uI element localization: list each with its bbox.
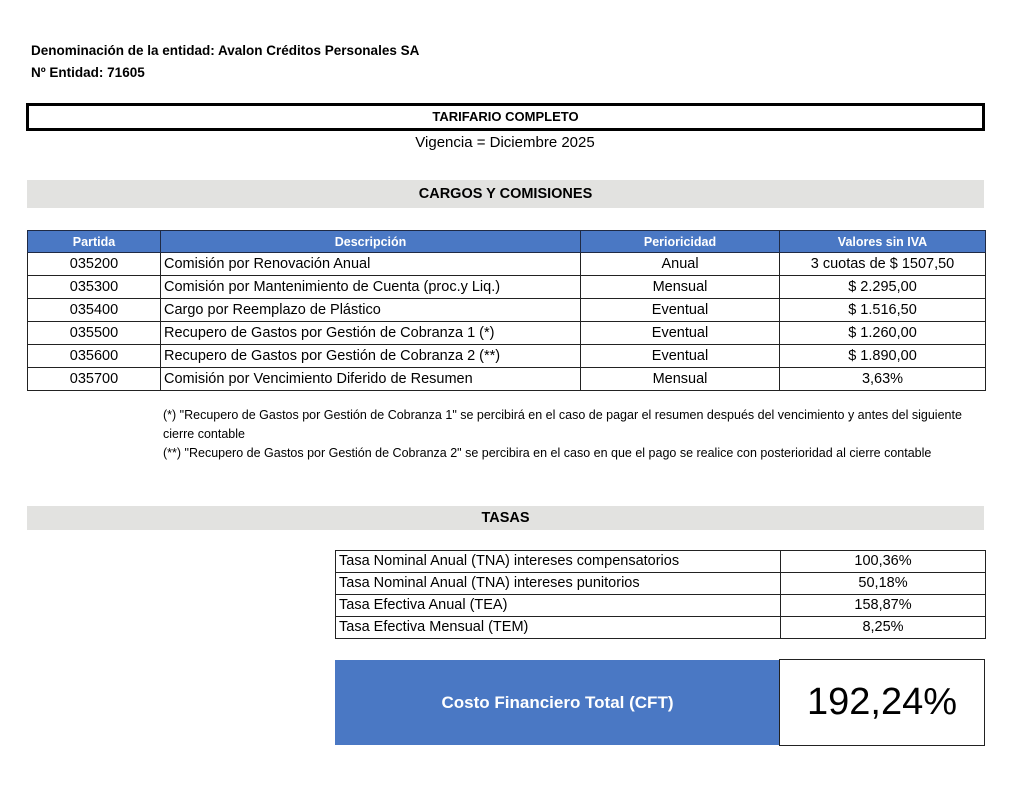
rate-value: 8,25% xyxy=(781,617,986,639)
column-header-valores: Valores sin IVA xyxy=(780,231,986,253)
table-row xyxy=(28,253,986,276)
section-title-cargos: CARGOS Y COMISIONES xyxy=(27,180,984,208)
cft-label: Costo Financiero Total (CFT) xyxy=(335,660,780,745)
cell-partida: 035200 xyxy=(28,253,161,276)
cell-valor: $ 1.890,00 xyxy=(780,345,986,368)
cell-valor: 3 cuotas de $ 1507,50 xyxy=(780,253,986,276)
cell-descripcion: Recupero de Gastos por Gestión de Cobranza 1 (*) xyxy=(161,322,581,345)
cell-partida: 035500 xyxy=(28,322,161,345)
rate-label: Tasa Nominal Anual (TNA) intereses compensatorios xyxy=(336,551,781,573)
table-header-row xyxy=(28,231,986,253)
table-row xyxy=(28,299,986,322)
section-title-tasas: TASAS xyxy=(27,506,984,530)
cell-periodicidad: Eventual xyxy=(581,345,780,368)
cell-periodicidad: Mensual xyxy=(581,276,780,299)
table-row xyxy=(336,551,986,573)
cell-periodicidad: Mensual xyxy=(581,368,780,391)
cell-partida: 035400 xyxy=(28,299,161,322)
cft-value: 192,24% xyxy=(779,659,985,746)
cell-descripcion: Recupero de Gastos por Gestión de Cobranza 2 (**) xyxy=(161,345,581,368)
footnote-1: (*) "Recupero de Gastos por Gestión de Cobranza 1" se percibirá en el caso de pagar el resumen después del vencimiento y antes del siguiente cierre contable xyxy=(163,408,962,441)
cell-descripcion: Comisión por Mantenimiento de Cuenta (proc.y Liq.) xyxy=(161,276,581,299)
column-header-descripcion: Descripción xyxy=(161,231,581,253)
entity-number: Nº Entidad: 71605 xyxy=(31,65,145,80)
cargos-table xyxy=(27,230,986,391)
table-row xyxy=(336,573,986,595)
cell-partida: 035600 xyxy=(28,345,161,368)
cell-descripcion: Comisión por Renovación Anual xyxy=(161,253,581,276)
table-row xyxy=(28,276,986,299)
cell-partida: 035700 xyxy=(28,368,161,391)
cell-descripcion: Comisión por Vencimiento Diferido de Resumen xyxy=(161,368,581,391)
table-row xyxy=(336,617,986,639)
cell-descripcion: Cargo por Reemplazo de Plástico xyxy=(161,299,581,322)
table-row xyxy=(28,345,986,368)
rate-label: Tasa Efectiva Mensual (TEM) xyxy=(336,617,781,639)
entity-denomination: Denominación de la entidad: Avalon Créditos Personales SA xyxy=(31,43,420,58)
rate-value: 158,87% xyxy=(781,595,986,617)
page-title: TARIFARIO COMPLETO xyxy=(26,103,985,131)
table-row xyxy=(28,368,986,391)
rate-value: 100,36% xyxy=(781,551,986,573)
table-row xyxy=(28,322,986,345)
rate-label: Tasa Efectiva Anual (TEA) xyxy=(336,595,781,617)
column-header-partida: Partida xyxy=(28,231,161,253)
tasas-table xyxy=(335,550,986,639)
cell-periodicidad: Anual xyxy=(581,253,780,276)
rate-value: 50,18% xyxy=(781,573,986,595)
table-row xyxy=(336,595,986,617)
column-header-periodicidad: Perioricidad xyxy=(581,231,780,253)
cell-periodicidad: Eventual xyxy=(581,322,780,345)
entity-header xyxy=(31,40,419,84)
vigencia-date: Vigencia = Diciembre 2025 xyxy=(415,134,595,151)
cell-valor: 3,63% xyxy=(780,368,986,391)
footnote-2: (**) "Recupero de Gastos por Gestión de Cobranza 2" se percibira en el caso en que el pago se realice con posterioridad al cierre contable xyxy=(163,446,932,460)
cell-valor: $ 1.516,50 xyxy=(780,299,986,322)
cell-valor: $ 2.295,00 xyxy=(780,276,986,299)
cell-periodicidad: Eventual xyxy=(581,299,780,322)
cell-valor: $ 1.260,00 xyxy=(780,322,986,345)
footnotes xyxy=(163,406,988,463)
cell-partida: 035300 xyxy=(28,276,161,299)
rate-label: Tasa Nominal Anual (TNA) intereses punitorios xyxy=(336,573,781,595)
